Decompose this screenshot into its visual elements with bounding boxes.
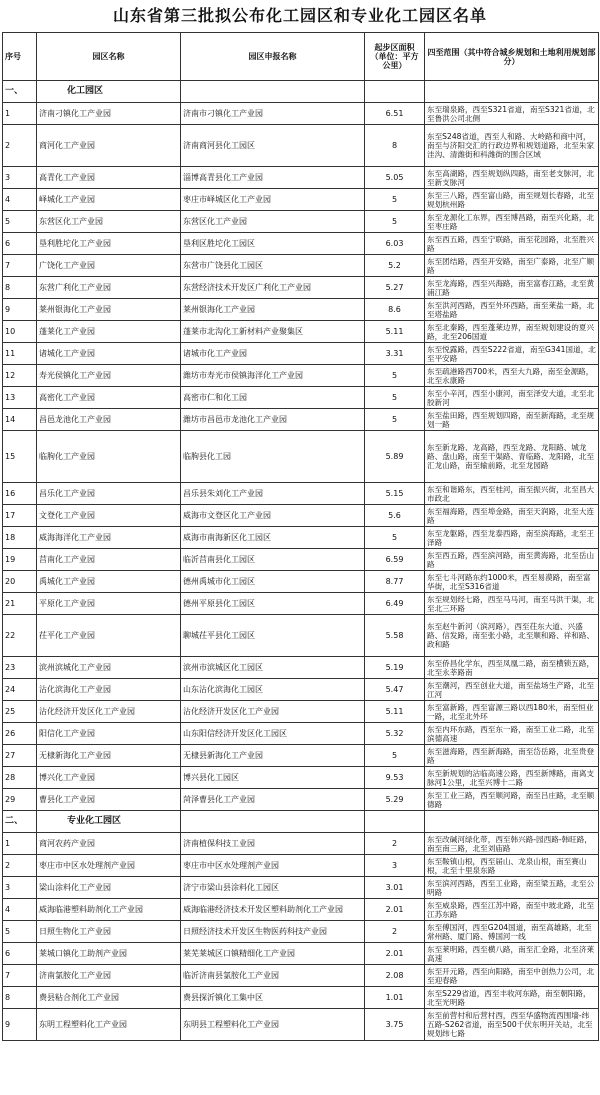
cell-seq: 20 [3, 571, 37, 593]
cell-park-name: 威海临港塑料助剂化工产业园 [37, 899, 181, 921]
cell-area: 5 [365, 527, 425, 549]
cell-area: 1.01 [365, 987, 425, 1009]
cell-park-name: 东营区化工产业园 [37, 211, 181, 233]
cell-area: 6.49 [365, 593, 425, 615]
cell-area: 6.51 [365, 103, 425, 125]
cell-boundary: 东至新规划的沾临高速公路，西至新博路，南离支脉河1公里，北至兴博十二路 [425, 767, 599, 789]
cell-area: 5.15 [365, 483, 425, 505]
cell-applicant-name: 聊城茌平县化工园区 [181, 615, 365, 657]
cell-applicant-name: 济南植保科技工业园 [181, 833, 365, 855]
cell-seq: 26 [3, 723, 37, 745]
cell-applicant-name: 诸城市化工产业园 [181, 343, 365, 365]
cell-applicant-name: 德州平原县化工园区 [181, 593, 365, 615]
cell-area: 8 [365, 125, 425, 167]
section-empty-cell [425, 811, 599, 833]
cell-park-name: 昌乐化工产业园 [37, 483, 181, 505]
cell-boundary: 东至S248省道，西至人和路、大岭路和商中河，南至与济阳交汇的行政边界和规划道路，北至朱家洼沟、清潍街和科潍街的围合区域 [425, 125, 599, 167]
cell-boundary: 东至内环东路，西至东一路，南至工业二路，北至滨德高速 [425, 723, 599, 745]
table-row [3, 189, 599, 211]
cell-seq: 8 [3, 277, 37, 299]
cell-boundary: 东至悦露路，西至S222省道，南至G341国道，北至平安路 [425, 343, 599, 365]
table-row [3, 657, 599, 679]
cell-boundary: 东至小辛河，西至小康河，南至泽安大道，北至北胶新河 [425, 387, 599, 409]
table-row [3, 593, 599, 615]
cell-boundary: 东至和谐路东，西至桂河，南至振兴街，北至昌大市政北 [425, 483, 599, 505]
section-empty-cell [425, 81, 599, 103]
cell-boundary: 东至前营村和后营村西，西至华盛物流西围墙-纬五路-S262省道，南至500千伏东明开关站，北至规划纬七路 [425, 1009, 599, 1041]
cell-applicant-name: 威海临港经济技术开发区塑料助剂化工产业园 [181, 899, 365, 921]
cell-area: 5 [365, 745, 425, 767]
cell-applicant-name: 临沂济南县氯胺化工产业园 [181, 965, 365, 987]
cell-applicant-name: 日照经济技术开发区生物医药科技产业园 [181, 921, 365, 943]
cell-area: 3.75 [365, 1009, 425, 1041]
cell-seq: 1 [3, 833, 37, 855]
cell-boundary: 东至福海路，西至埠金路，南至天润路，北至大连路 [425, 505, 599, 527]
cell-area: 5.19 [365, 657, 425, 679]
cell-applicant-name: 博兴县化工园区 [181, 767, 365, 789]
cell-park-name: 无棣新海化工产业园 [37, 745, 181, 767]
cell-boundary: 东至西五路，西至宁联路，南至花园路，北至胜兴路 [425, 233, 599, 255]
cell-applicant-name: 淄博高青县化工产业园 [181, 167, 365, 189]
cell-park-name: 沾化经济开发区化工产业园 [37, 701, 181, 723]
cell-area: 3.01 [365, 877, 425, 899]
cell-boundary: 东至龙海路，西至兴海路，南至富春江路，北至黄浦江路 [425, 277, 599, 299]
cell-boundary: 东至滨河西路，西至工业路，南至梁五路，北至公明路 [425, 877, 599, 899]
table-row [3, 103, 599, 125]
cell-applicant-name: 蓬莱市北沟化工新材料产业聚集区 [181, 321, 365, 343]
cell-boundary: 东至盐田路，西至规划四路，南至新海路，北至规划一路 [425, 409, 599, 431]
cell-applicant-name: 威海市南海新区化工园区 [181, 527, 365, 549]
cell-seq: 14 [3, 409, 37, 431]
document-title: 山东省第三批拟公布化工园区和专业化工园区名单 [112, 6, 487, 25]
cell-seq: 6 [3, 233, 37, 255]
cell-seq: 25 [3, 701, 37, 723]
section-number: 一、 [3, 81, 37, 103]
cell-boundary: 东至富新路，西至富源三路以西180米，南至恒业一路，北至北外环 [425, 701, 599, 723]
cell-park-name: 文登化工产业园 [37, 505, 181, 527]
table-row [3, 431, 599, 483]
cell-park-name: 滨州滨城化工产业园 [37, 657, 181, 679]
cell-seq: 3 [3, 167, 37, 189]
cell-area: 3.31 [365, 343, 425, 365]
cell-park-name: 昌邑龙池化工产业园 [37, 409, 181, 431]
cell-park-name: 梁山涂料化工产业园 [37, 877, 181, 899]
cell-area: 5 [365, 189, 425, 211]
cell-park-name: 枣庄市中区水处理剂产业园 [37, 855, 181, 877]
table-row [3, 255, 599, 277]
cell-seq: 21 [3, 593, 37, 615]
cell-park-name: 诸城化工产业园 [37, 343, 181, 365]
cell-boundary: 东至高湖路，西至规划纵四路，南至老支脉河，北至新支脉河 [425, 167, 599, 189]
cell-park-name: 平原化工产业园 [37, 593, 181, 615]
header-name: 园区名称 [37, 33, 181, 81]
cell-park-name: 峄城化工产业园 [37, 189, 181, 211]
cell-area: 3 [365, 855, 425, 877]
cell-park-name: 莒南化工产业园 [37, 549, 181, 571]
cell-area: 5.6 [365, 505, 425, 527]
cell-area: 2.01 [365, 899, 425, 921]
section-title: 化工园区 [37, 81, 181, 103]
cell-applicant-name: 东营区化工产业园 [181, 211, 365, 233]
cell-seq: 10 [3, 321, 37, 343]
header-boundary: 四至范围（其中符合城乡规划和土地利用规划部分） [425, 33, 599, 81]
cell-area: 8.77 [365, 571, 425, 593]
section-empty-cell [181, 81, 365, 103]
cell-seq: 22 [3, 615, 37, 657]
cell-park-name: 日照生物化工产业园 [37, 921, 181, 943]
cell-applicant-name: 莱芜莱城区口镇精细化工产业园 [181, 943, 365, 965]
cell-park-name: 垦利胜坨化工产业园 [37, 233, 181, 255]
cell-seq: 17 [3, 505, 37, 527]
table-row [3, 1009, 599, 1041]
cell-park-name: 威海海洋化工产业园 [37, 527, 181, 549]
cell-seq: 4 [3, 189, 37, 211]
cell-area: 2 [365, 921, 425, 943]
cell-area: 5.89 [365, 431, 425, 483]
cell-boundary: 东至侨昌化学东，西至凤凰二路，南至横锁五路，北至永莘路南 [425, 657, 599, 679]
cell-seq: 24 [3, 679, 37, 701]
cell-boundary: 东至三八路，西至富山路，南至规划长春路，北至规划杭州路 [425, 189, 599, 211]
cell-seq: 15 [3, 431, 37, 483]
table-row [3, 877, 599, 899]
cell-area: 5 [365, 409, 425, 431]
cell-park-name: 曹县化工产业园 [37, 789, 181, 811]
cell-park-name: 临朐化工产业园 [37, 431, 181, 483]
table-row [3, 211, 599, 233]
table-row [3, 899, 599, 921]
cell-applicant-name: 枣庄市中区水处理剂产业园 [181, 855, 365, 877]
cell-seq: 2 [3, 125, 37, 167]
cell-applicant-name: 潍坊市寿光市侯镇海洋化工产业园 [181, 365, 365, 387]
cell-area: 2.08 [365, 965, 425, 987]
cell-area: 8.6 [365, 299, 425, 321]
cell-applicant-name: 临朐县化工园 [181, 431, 365, 483]
cell-park-name: 禹城化工产业园 [37, 571, 181, 593]
cell-seq: 13 [3, 387, 37, 409]
cell-applicant-name: 东明县工程塑料化工产业园 [181, 1009, 365, 1041]
cell-park-name: 广饶化工产业园 [37, 255, 181, 277]
table-row [3, 483, 599, 505]
cell-applicant-name: 潍坊市昌邑市龙池化工产业园 [181, 409, 365, 431]
cell-seq: 29 [3, 789, 37, 811]
table-row [3, 921, 599, 943]
header-area: 起步区面积（单位：平方公里） [365, 33, 425, 81]
section-title: 专业化工园区 [37, 811, 181, 833]
cell-applicant-name: 无棣县新海化工产业园 [181, 745, 365, 767]
cell-seq: 23 [3, 657, 37, 679]
cell-seq: 11 [3, 343, 37, 365]
cell-area: 9.53 [365, 767, 425, 789]
cell-park-name: 蓬莱化工产业园 [37, 321, 181, 343]
cell-seq: 1 [3, 103, 37, 125]
cell-area: 5.2 [365, 255, 425, 277]
cell-area: 2.01 [365, 943, 425, 965]
cell-applicant-name: 滨州市滨城区化工园区 [181, 657, 365, 679]
cell-park-name: 费县粘合剂化工产业园 [37, 987, 181, 1009]
cell-park-name: 寿光侯镇化工产业园 [37, 365, 181, 387]
cell-seq: 7 [3, 255, 37, 277]
cell-boundary: 东至潮河，西至创业大道，南至盐场生产路，北至江河 [425, 679, 599, 701]
cell-applicant-name: 威海市文登区化工产业园 [181, 505, 365, 527]
cell-park-name: 高密化工产业园 [37, 387, 181, 409]
cell-park-name: 商河农药产业园 [37, 833, 181, 855]
cell-boundary: 东至改碱河绿化带，西至韩兴路-园西路-韩旺路，南至南三路，北至刘庙路 [425, 833, 599, 855]
table-row [3, 549, 599, 571]
table-row [3, 571, 599, 593]
cell-seq: 27 [3, 745, 37, 767]
cell-seq: 2 [3, 855, 37, 877]
cell-area: 5 [365, 387, 425, 409]
table-row [3, 943, 599, 965]
cell-applicant-name: 垦利区胜坨化工园区 [181, 233, 365, 255]
table-row [3, 343, 599, 365]
cell-area: 5.11 [365, 701, 425, 723]
cell-boundary: 东至龙源化工东界，西至博昌路，南至兴化路，北至枣庄路 [425, 211, 599, 233]
table-row [3, 527, 599, 549]
cell-park-name: 济南刁镇化工产业园 [37, 103, 181, 125]
cell-park-name: 高青化工产业园 [37, 167, 181, 189]
cell-applicant-name: 东营市广饶县化工园区 [181, 255, 365, 277]
cell-boundary: 东至鞍镇山根，西至届山、龙泉山根，南至赛山根，北至十里泉东路 [425, 855, 599, 877]
table-row [3, 125, 599, 167]
cell-boundary: 东至规划经七路，西至马马河，南至马洪干渠，北至北三环路 [425, 593, 599, 615]
cell-seq: 16 [3, 483, 37, 505]
cell-boundary: 东至北秦路，西至蓬莱边界，南至规划建设的夏兴路，北至206国道 [425, 321, 599, 343]
cell-boundary: 东至傅国河，西至G204国道，南至高雄路，北至常州路、厦门路、傅国河一线 [425, 921, 599, 943]
table-row [3, 767, 599, 789]
cell-applicant-name: 山东沾化滨海化工园区 [181, 679, 365, 701]
cell-park-name: 东营广利化工产业园 [37, 277, 181, 299]
table-row [3, 277, 599, 299]
cell-seq: 12 [3, 365, 37, 387]
table-row [3, 965, 599, 987]
cell-seq: 19 [3, 549, 37, 571]
section-empty-cell [365, 811, 425, 833]
table-row [3, 789, 599, 811]
cell-area: 5 [365, 211, 425, 233]
section-row [3, 811, 599, 833]
cell-area: 5.32 [365, 723, 425, 745]
cell-seq: 4 [3, 899, 37, 921]
cell-applicant-name: 济南商河县化工园区 [181, 125, 365, 167]
table-row [3, 299, 599, 321]
cell-area: 6.03 [365, 233, 425, 255]
cell-seq: 6 [3, 943, 37, 965]
cell-area: 5.47 [365, 679, 425, 701]
table-row [3, 987, 599, 1009]
cell-seq: 9 [3, 1009, 37, 1041]
cell-area: 2 [365, 833, 425, 855]
cell-boundary: 东至新龙路、龙高路，西至龙路、龙阳路、城龙路、盘山路，南至干渠路、青临路、龙阳路，北至汇龙山路，南至输前路，北至龙园路 [425, 431, 599, 483]
cell-park-name: 茌平化工产业园 [37, 615, 181, 657]
cell-boundary: 东至疏港路西700米，西至大九路，南至金源路，北至永康路 [425, 365, 599, 387]
section-number: 二、 [3, 811, 37, 833]
cell-boundary: 东至威泉路，西至江苏中路，南至中玻北路，北至江苏东路 [425, 899, 599, 921]
cell-boundary: 东至团结路，西至开安路，南至广泰路，北至广顺路 [425, 255, 599, 277]
cell-area: 5.27 [365, 277, 425, 299]
cell-applicant-name: 莱州银海化工产业园 [181, 299, 365, 321]
cell-seq: 8 [3, 987, 37, 1009]
table-row [3, 701, 599, 723]
cell-boundary: 东至瑞泉路，西至S321省道，南至S321省道，北至鲁洪公司北侧 [425, 103, 599, 125]
cell-area: 5 [365, 365, 425, 387]
cell-seq: 5 [3, 921, 37, 943]
header-applicant: 园区申报名称 [181, 33, 365, 81]
cell-boundary: 东至工业三路，西至顺河路，南至吕庄路，北至顺德路 [425, 789, 599, 811]
cell-applicant-name: 昌乐县朱刘化工产业园 [181, 483, 365, 505]
table-row [3, 321, 599, 343]
cell-applicant-name: 济宁市梁山县涂料化工园区 [181, 877, 365, 899]
cell-boundary: 东至开元路，西至向阳路，南至中创热力公司，北至迎春路 [425, 965, 599, 987]
section-empty-cell [181, 811, 365, 833]
park-list-table [2, 32, 599, 1041]
table-row [3, 679, 599, 701]
cell-park-name: 沾化滨海化工产业园 [37, 679, 181, 701]
table-row [3, 233, 599, 255]
cell-applicant-name: 沾化经济开发区化工产业园 [181, 701, 365, 723]
cell-area: 5.58 [365, 615, 425, 657]
cell-seq: 7 [3, 965, 37, 987]
table-row [3, 409, 599, 431]
cell-boundary: 东至莱明路，西至横八路，南至汇金路，北至济莱高速 [425, 943, 599, 965]
header-seq: 序号 [3, 33, 37, 81]
table-row [3, 615, 599, 657]
cell-boundary: 东至S229省道，西至丰收河东路，南至朝阳路，北至光明路 [425, 987, 599, 1009]
cell-seq: 28 [3, 767, 37, 789]
cell-applicant-name: 高密市仁和化工园 [181, 387, 365, 409]
table-row [3, 387, 599, 409]
cell-seq: 5 [3, 211, 37, 233]
cell-park-name: 莱州银海化工产业园 [37, 299, 181, 321]
cell-boundary: 东至赵牛新河（滨河路），西至茌东大道、兴盛路、信发路，南至张小路，北至顺和路、祥和路、政和路 [425, 615, 599, 657]
cell-applicant-name: 费县探沂镇化工集中区 [181, 987, 365, 1009]
cell-applicant-name: 枣庄市峄城区化工产业园 [181, 189, 365, 211]
cell-applicant-name: 山东阳信经济开发区化工园区 [181, 723, 365, 745]
table-header-row [3, 33, 599, 81]
cell-seq: 3 [3, 877, 37, 899]
table-row [3, 833, 599, 855]
cell-park-name: 东明工程塑料化工产业园 [37, 1009, 181, 1041]
cell-park-name: 商河化工产业园 [37, 125, 181, 167]
cell-applicant-name: 菏泽曹县化工产业园 [181, 789, 365, 811]
cell-boundary: 东至滋海路，西至新海路，南至岱岳路，北至贵登路 [425, 745, 599, 767]
cell-area: 5.05 [365, 167, 425, 189]
cell-seq: 18 [3, 527, 37, 549]
section-empty-cell [365, 81, 425, 103]
cell-boundary: 东至西五路，西至滨河路，南至黄海路，北至岳山路 [425, 549, 599, 571]
cell-applicant-name: 德州禹城市化工园区 [181, 571, 365, 593]
cell-applicant-name: 济南市刁镇化工产业园 [181, 103, 365, 125]
cell-park-name: 济南氯胺化工产业园 [37, 965, 181, 987]
table-row [3, 723, 599, 745]
cell-park-name: 莱城口镇化工助剂产业园 [37, 943, 181, 965]
table-body [3, 81, 599, 1041]
cell-seq: 9 [3, 299, 37, 321]
cell-area: 6.59 [365, 549, 425, 571]
cell-park-name: 阳信化工产业园 [37, 723, 181, 745]
cell-applicant-name: 临沂莒南县化工园区 [181, 549, 365, 571]
table-row [3, 365, 599, 387]
table-row [3, 855, 599, 877]
cell-boundary: 东至龙躯路，西至龙泰西路，南至滨海路，北至王泽路 [425, 527, 599, 549]
cell-applicant-name: 东营经济技术开发区广利化工产业园 [181, 277, 365, 299]
table-row [3, 167, 599, 189]
cell-boundary: 东至洪河西路，西至外环西路，南至莱盐一路，北至塔盐路 [425, 299, 599, 321]
section-row [3, 81, 599, 103]
cell-area: 5.11 [365, 321, 425, 343]
table-row [3, 505, 599, 527]
table-row [3, 745, 599, 767]
cell-area: 5.29 [365, 789, 425, 811]
cell-boundary: 东至七斗河路东约1000米，西至易漠路，南至富华街，北至S316省道 [425, 571, 599, 593]
cell-park-name: 博兴化工产业园 [37, 767, 181, 789]
